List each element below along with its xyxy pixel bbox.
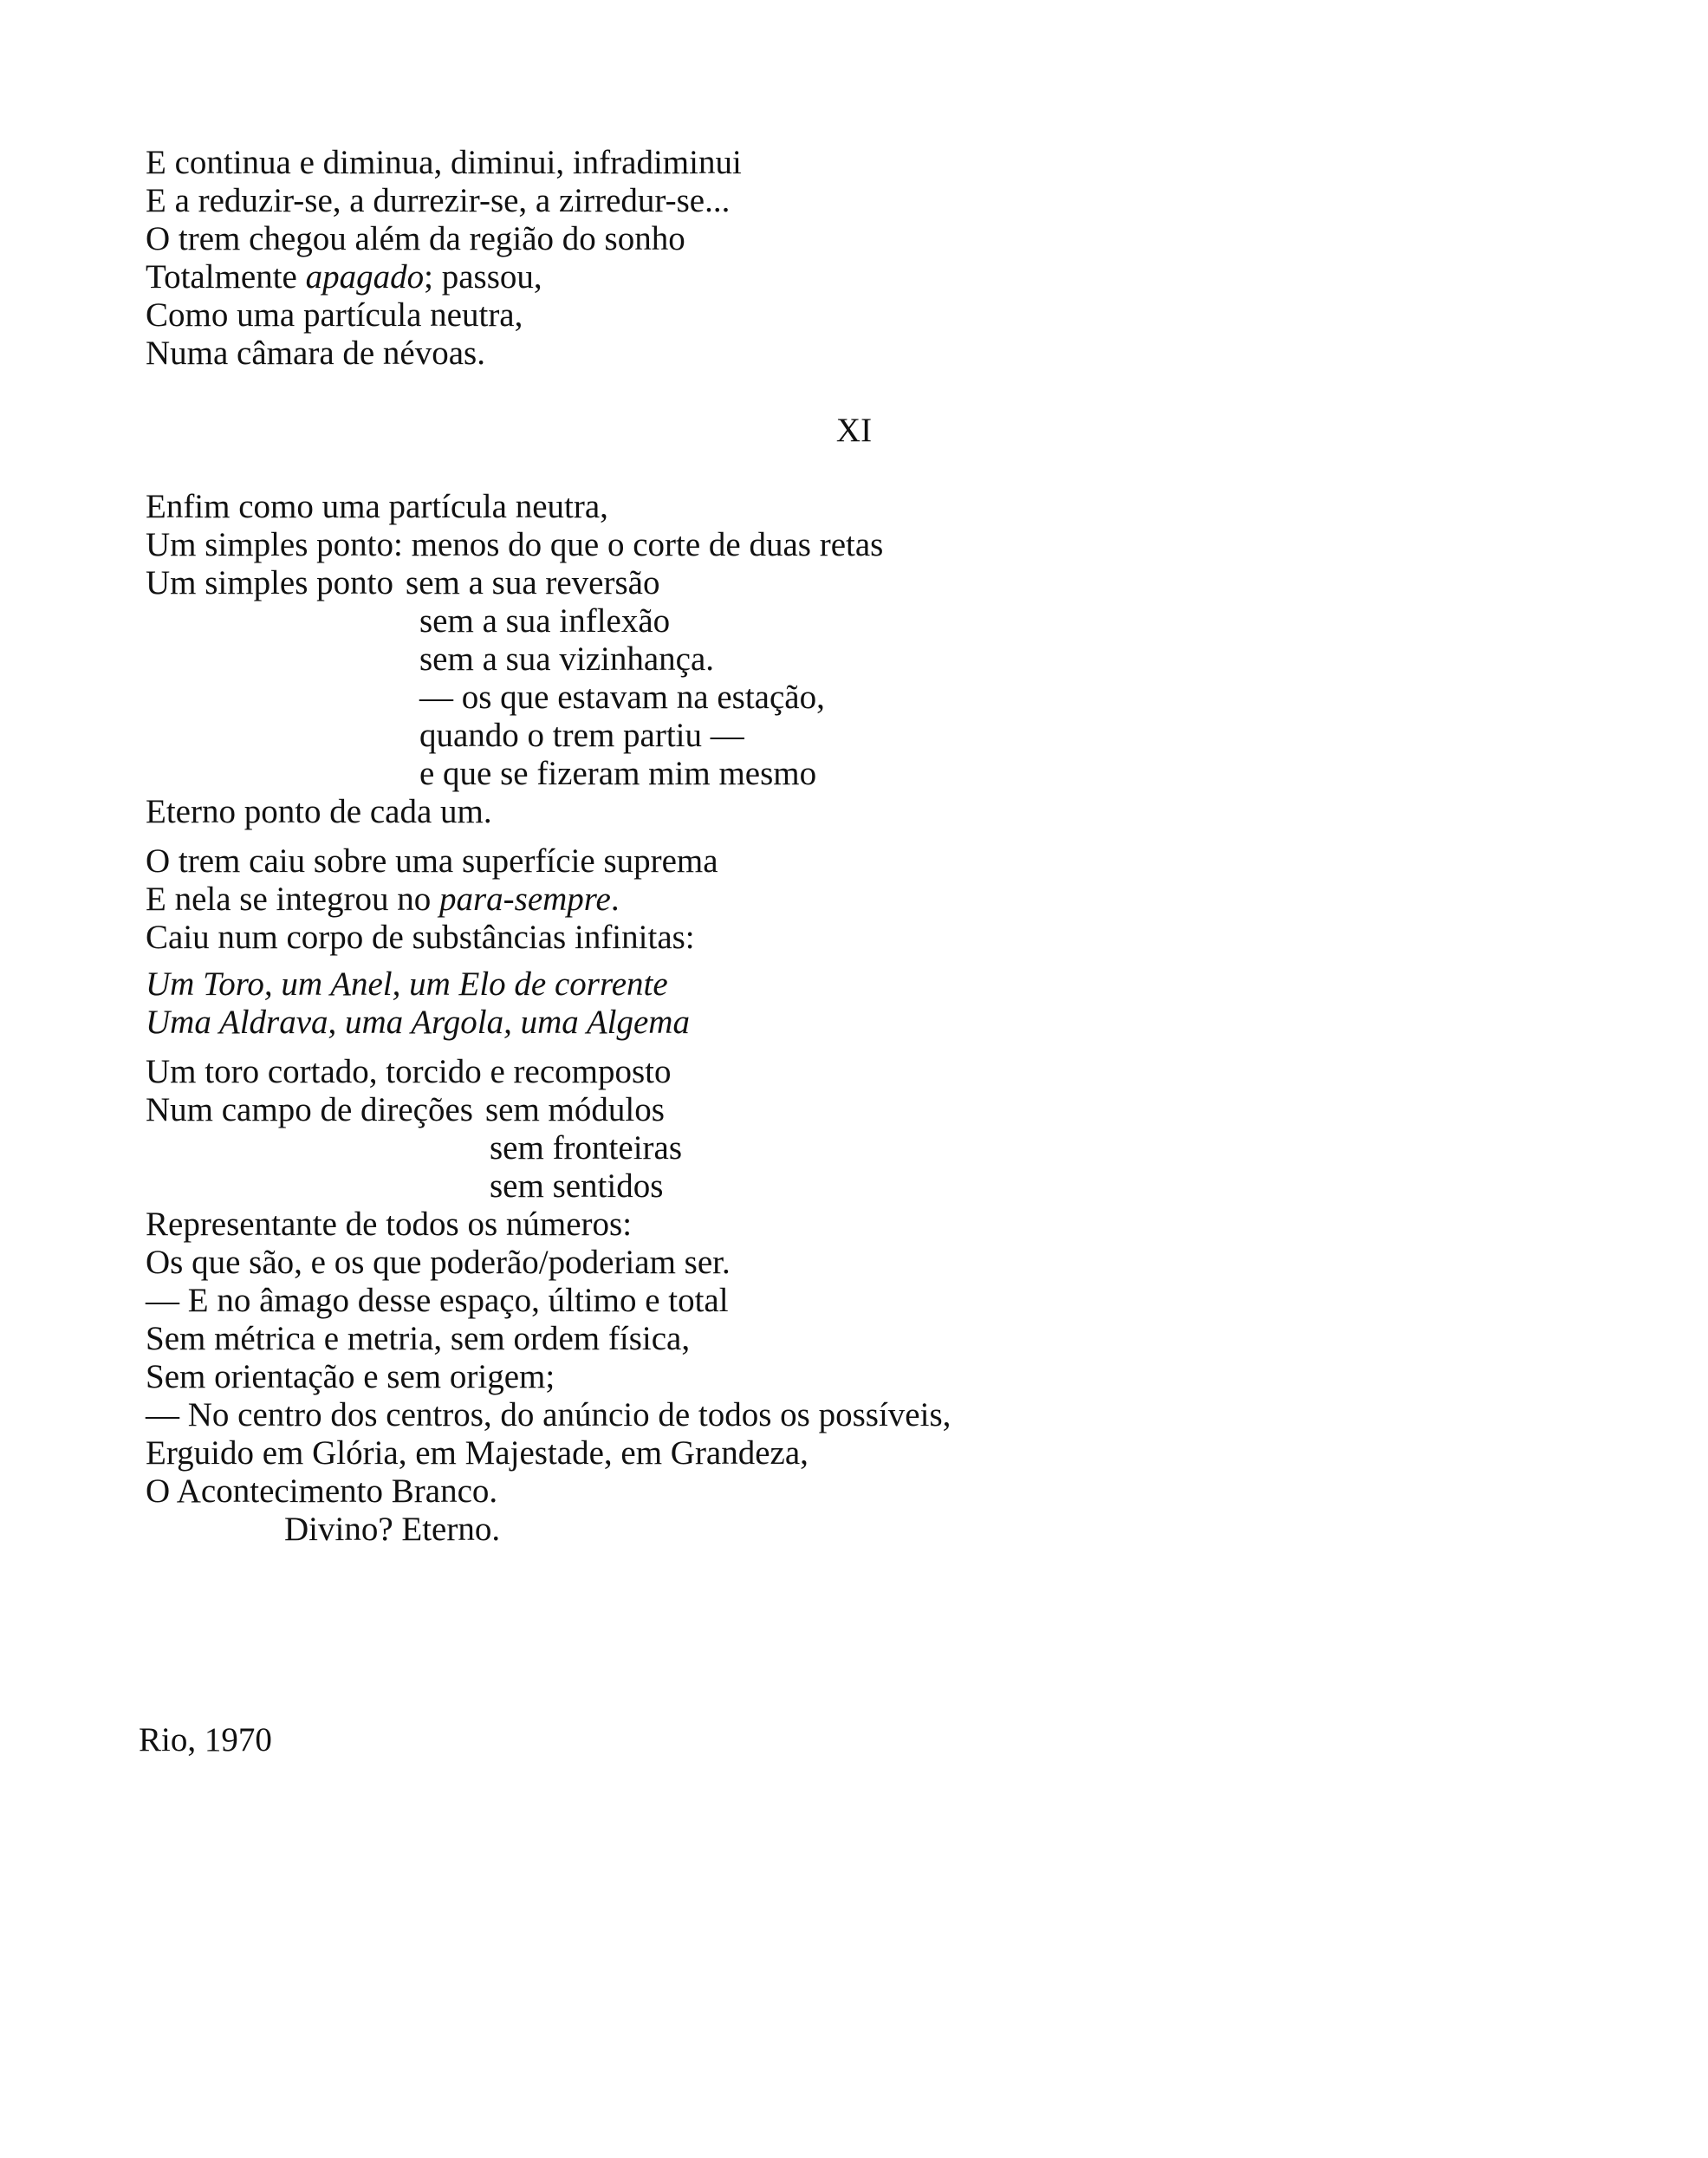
poem-line xyxy=(146,1091,1445,1129)
line-text: . xyxy=(610,881,620,918)
stanza-1 xyxy=(146,144,1445,373)
poem-line-indented: Divino? Eterno. xyxy=(284,1511,501,1548)
line-text: Um simples ponto xyxy=(146,564,394,601)
line-text: ; passou, xyxy=(424,258,542,296)
poem-line: Sem orientação e sem origem; xyxy=(146,1358,555,1395)
poem-line-indented: sem a sua inflexão xyxy=(419,602,671,640)
poem-line xyxy=(146,564,1445,602)
italic-word: para-sempre xyxy=(438,881,611,918)
stanza-2 xyxy=(146,488,1445,831)
poem-line: O trem caiu sobre uma superfície suprema xyxy=(146,842,718,880)
line-text: sem a sua reversão xyxy=(406,564,660,601)
poem-line-italic: Um Toro, um Anel, um Elo de corrente xyxy=(146,965,668,1003)
poem-line: Como uma partícula neutra, xyxy=(146,296,523,334)
poem-line: — E no âmago desse espaço, último e total xyxy=(146,1282,729,1319)
line-text: Num campo de direções xyxy=(146,1091,473,1128)
poem-line-indented: quando o trem partiu — xyxy=(419,717,744,754)
poem-line: E continua e diminua, diminui, infradiminui xyxy=(146,144,742,181)
stanza-4-italic xyxy=(146,965,1445,1042)
poem-line-indented: sem sentidos xyxy=(490,1167,664,1205)
poem-line: Representante de todos os números: xyxy=(146,1206,633,1243)
stanza-3 xyxy=(146,842,1445,957)
italic-word: apagado xyxy=(305,258,425,296)
poem-line: — No centro dos centros, do anúncio de todos os possíveis, xyxy=(146,1396,951,1433)
poem-line: Um toro cortado, torcido e recomposto xyxy=(146,1053,672,1090)
place-date-footer: Rio, 1970 xyxy=(139,1721,272,1758)
poem-line xyxy=(146,881,1445,919)
poem-line: O Acontecimento Branco. xyxy=(146,1472,498,1510)
poem-line: Sem métrica e metria, sem ordem física, xyxy=(146,1320,691,1357)
poem-line: Os que são, e os que poderão/poderiam ser. xyxy=(146,1244,731,1281)
poem-line: Caiu num corpo de substâncias infinitas: xyxy=(146,919,695,956)
poem-line-indented: e que se fizeram mim mesmo xyxy=(419,755,817,792)
poem-line-italic: Uma Aldrava, uma Argola, uma Algema xyxy=(146,1004,690,1041)
poem-line: E a reduzir-se, a durrezir-se, a zirredur-se... xyxy=(146,182,731,219)
poem-line-indented: sem a sua vizinhança. xyxy=(419,640,715,678)
poem-line xyxy=(146,258,1445,296)
section-heading: XI xyxy=(835,412,873,449)
poem-line: O trem chegou além da região do sonho xyxy=(146,220,685,257)
poem-line: Numa câmara de névoas. xyxy=(146,335,485,372)
poem-line-indented: sem fronteiras xyxy=(490,1129,683,1167)
line-text: Totalmente xyxy=(146,258,306,296)
poem-line: Enfim como uma partícula neutra, xyxy=(146,488,608,525)
stanza-5 xyxy=(146,1053,1445,1549)
poem-line: Eterno ponto de cada um. xyxy=(146,793,492,830)
poem-line: Um simples ponto: menos do que o corte de duas retas xyxy=(146,526,884,563)
poem-line-indented: — os que estavam na estação, xyxy=(419,679,825,716)
line-text: sem módulos xyxy=(484,1091,665,1128)
poem-line: Erguido em Glória, em Majestade, em Grandeza, xyxy=(146,1434,809,1472)
line-text: E nela se integrou no xyxy=(146,881,439,918)
